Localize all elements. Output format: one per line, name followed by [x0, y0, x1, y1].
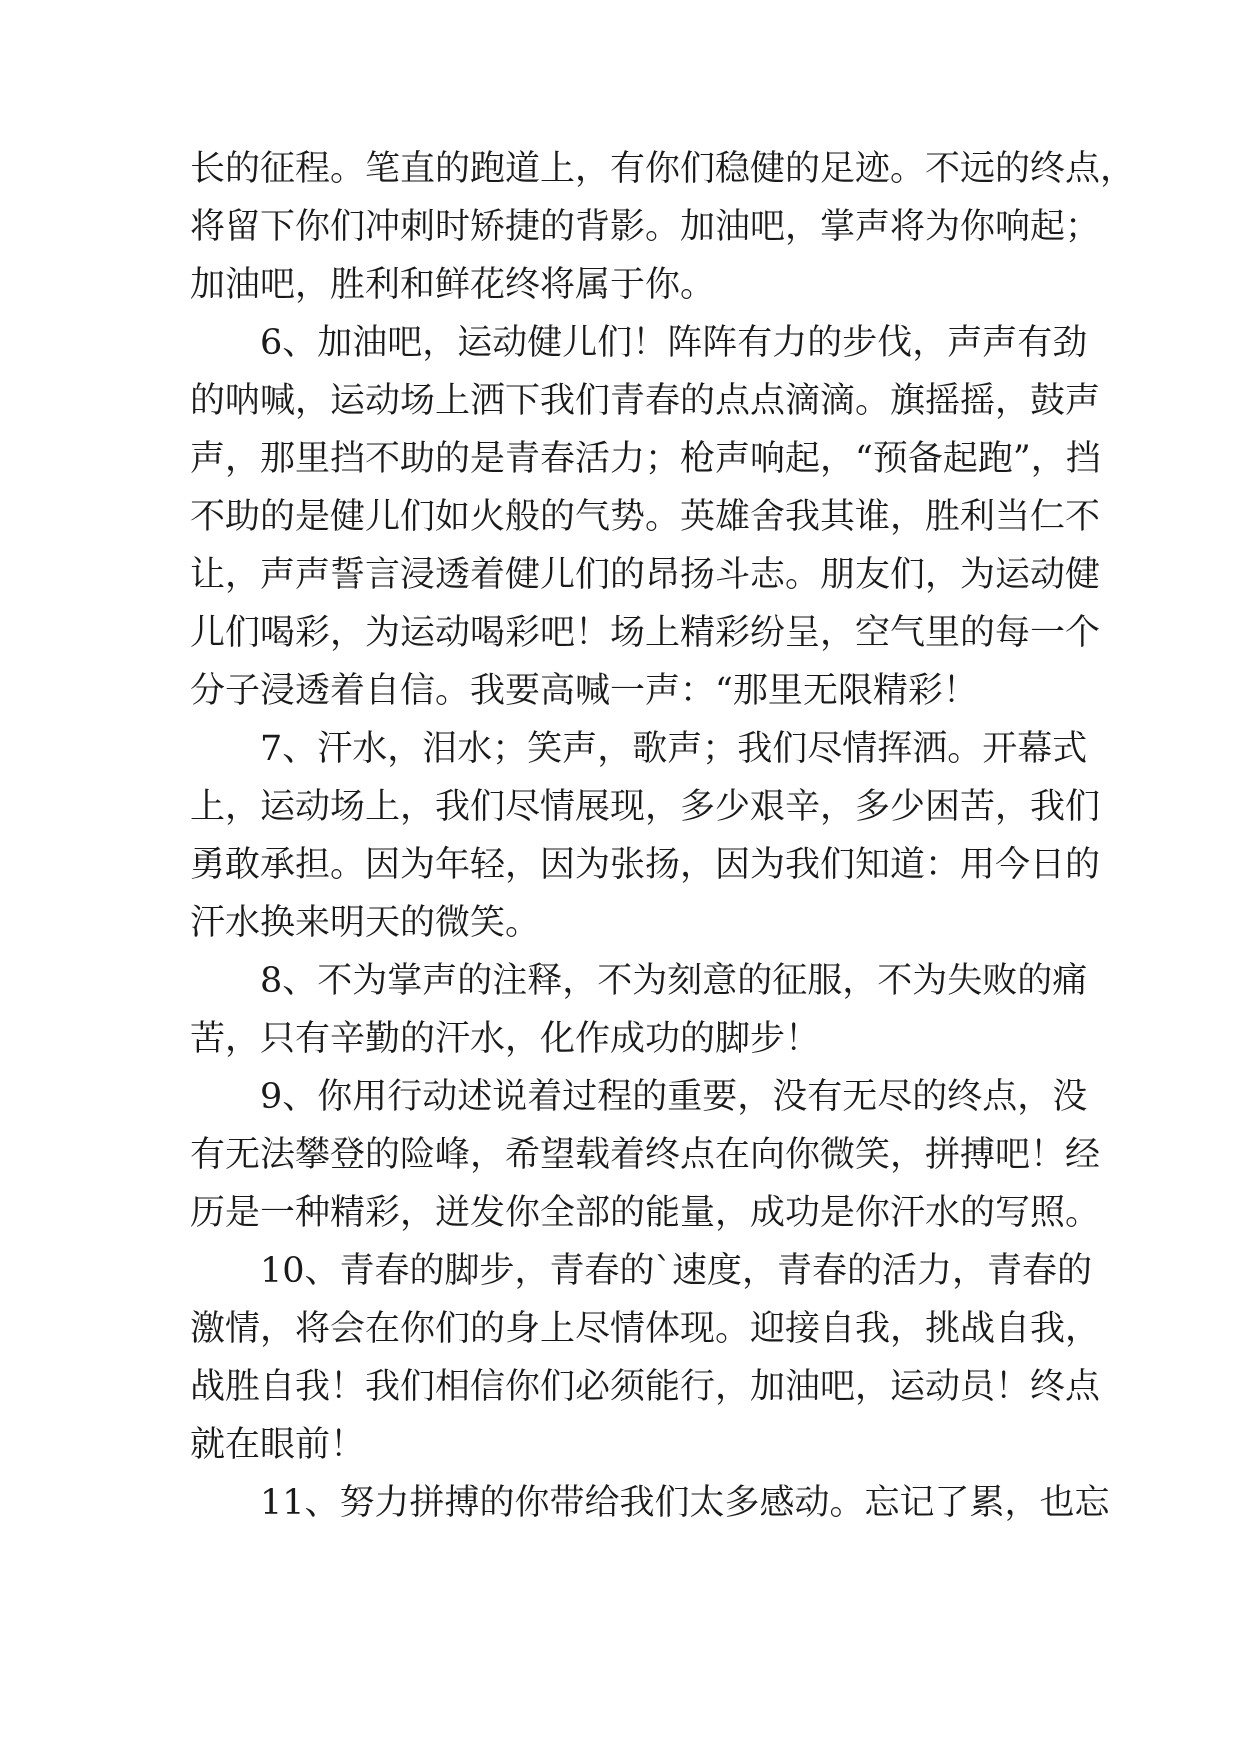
text-line: 将留下你们冲刺时矫捷的背影。加油吧，掌声将为你响起； — [190, 207, 1101, 247]
text-line: 激情，将会在你们的身上尽情体现。迎接自我，挑战自我， — [190, 1309, 1101, 1349]
text-line: 历是一种精彩，迸发你全部的能量，成功是你汗水的写照。 — [190, 1193, 1101, 1233]
text-line: 长的征程。笔直的跑道上，有你们稳健的足迹。不远的终点， — [190, 149, 1136, 189]
text-line: 儿们喝彩，为运动喝彩吧！场上精彩纷呈，空气里的每一个 — [190, 613, 1101, 653]
text-line: 7、汗水，泪水；笑声，歌声；我们尽情挥洒。开幕式 — [260, 729, 1088, 769]
paragraph-6 — [190, 314, 1101, 720]
paragraph-5-continued — [190, 140, 1136, 314]
text-line: 8、不为掌声的注释，不为刻意的征服，不为失败的痛 — [260, 961, 1088, 1001]
paragraph-9 — [190, 1068, 1101, 1242]
text-line: 汗水换来明天的微笑。 — [190, 903, 541, 943]
text-line: 6、加油吧，运动健儿们！阵阵有力的步伐，声声有劲 — [260, 323, 1088, 363]
text-line: 的呐喊，运动场上洒下我们青春的点点滴滴。旗摇摇，鼓声 — [190, 381, 1101, 421]
text-line: 10、青春的脚步，青春的`速度，青春的活力，青春的 — [260, 1251, 1093, 1291]
text-line: 就在眼前！ — [190, 1425, 366, 1465]
text-line: 声，那里挡不助的是青春活力；枪声响起，“预备起跑”，挡 — [190, 439, 1101, 479]
text-line: 加油吧，胜利和鲜花终将属于你。 — [190, 265, 716, 305]
text-line: 分子浸透着自信。我要高喊一声：“那里无限精彩！ — [190, 671, 978, 711]
paragraph-8 — [190, 952, 1088, 1068]
text-line: 9、你用行动述说着过程的重要，没有无尽的终点，没 — [260, 1077, 1088, 1117]
text-line: 上，运动场上，我们尽情展现，多少艰辛，多少困苦，我们 — [190, 787, 1101, 827]
text-line: 战胜自我！我们相信你们必须能行，加油吧，运动员！终点 — [190, 1367, 1101, 1407]
paragraph-10 — [190, 1242, 1101, 1474]
body-text — [190, 140, 1136, 1532]
text-line: 有无法攀登的险峰，希望载着终点在向你微笑，拼搏吧！经 — [190, 1135, 1101, 1175]
text-line: 不助的是健儿们如火般的气势。英雄舍我其谁，胜利当仁不 — [190, 497, 1101, 537]
text-line: 勇敢承担。因为年轻，因为张扬，因为我们知道：用今日的 — [190, 845, 1101, 885]
paragraph-11 — [190, 1474, 1110, 1532]
text-line: 苦，只有辛勤的汗水，化作成功的脚步！ — [190, 1019, 821, 1059]
text-line: 让，声声誓言浸透着健儿们的昂扬斗志。朋友们，为运动健 — [190, 555, 1101, 595]
paragraph-7 — [190, 720, 1101, 952]
text-line: 11、努力拼搏的你带给我们太多感动。忘记了累，也忘 — [260, 1483, 1110, 1523]
